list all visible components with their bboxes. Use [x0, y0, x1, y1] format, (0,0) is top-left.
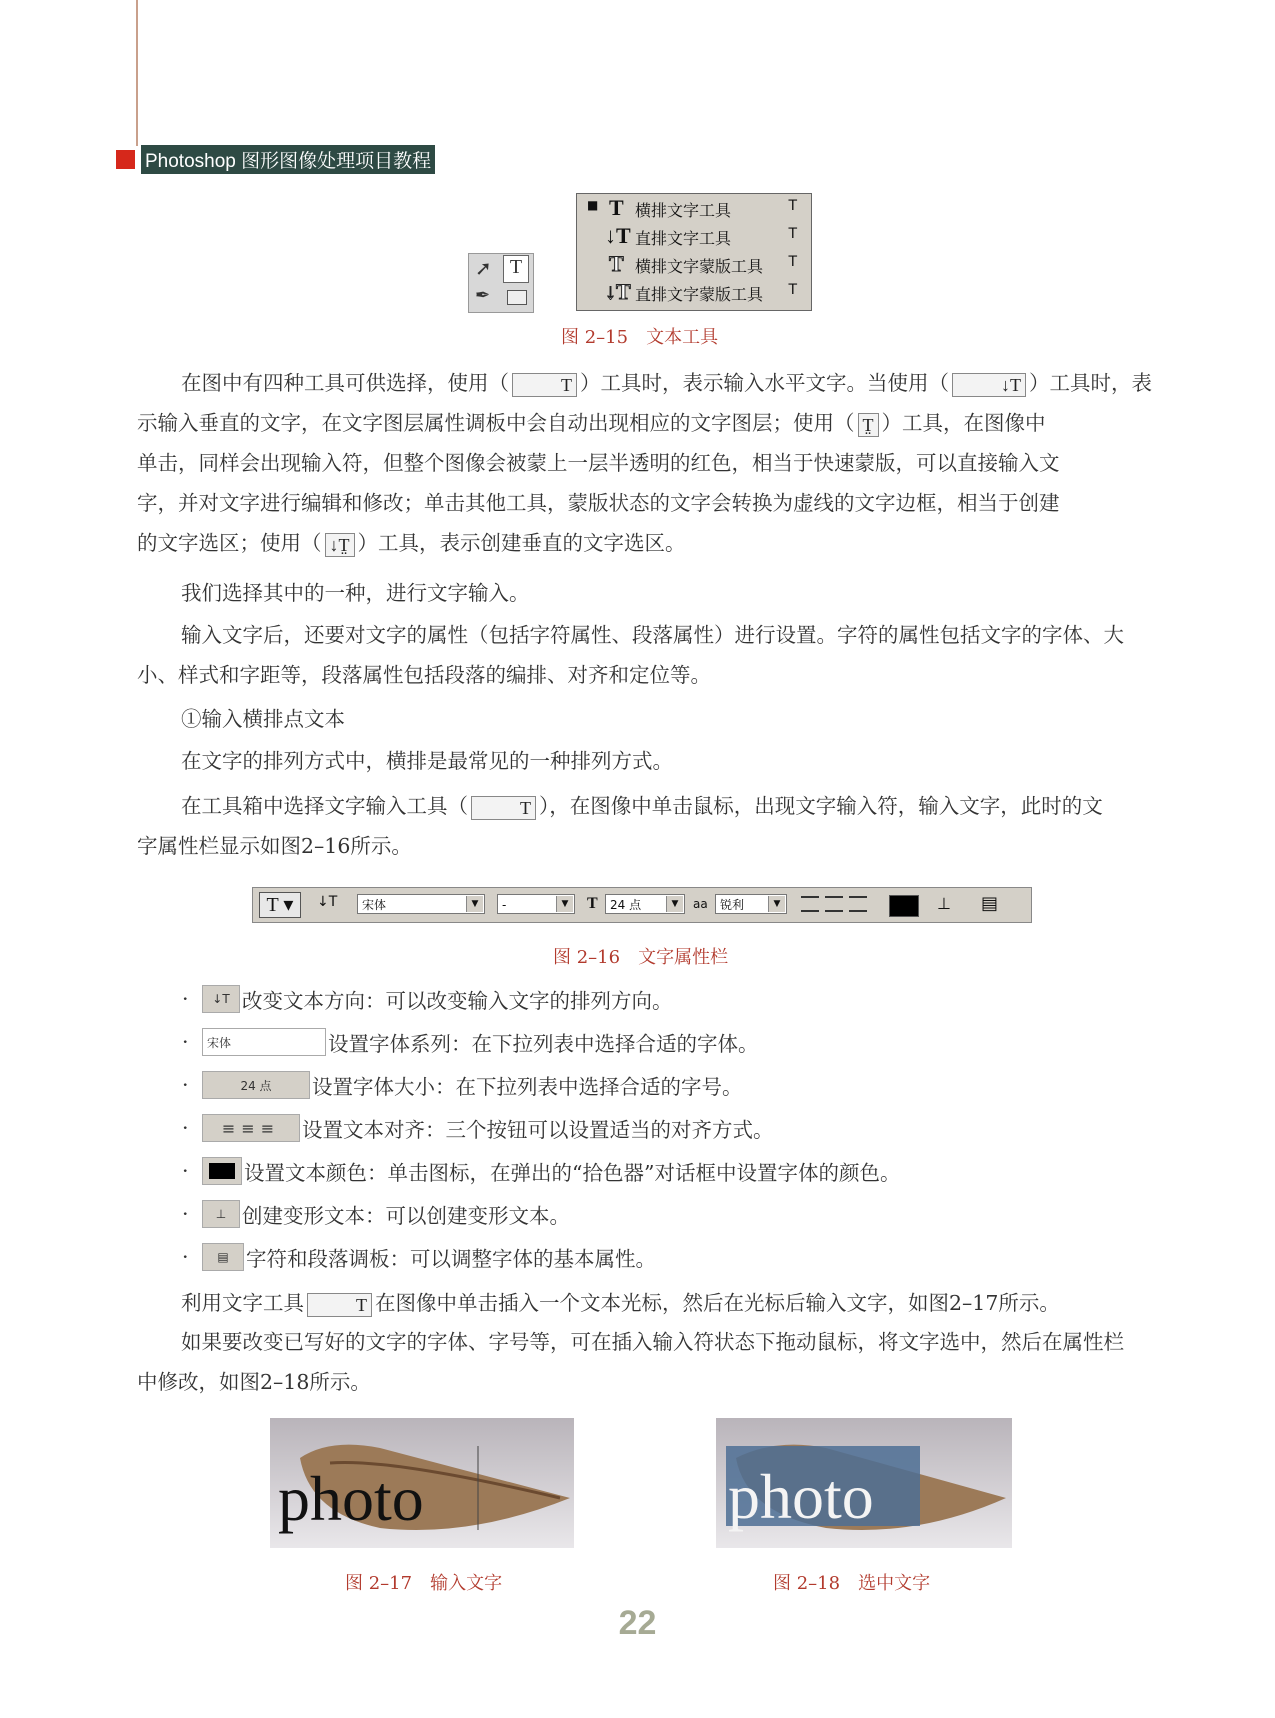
pen-icon: ✒ [475, 285, 491, 305]
tool-preset-button[interactable]: T ▾ [259, 892, 301, 918]
paragraph-3: 输入文字后，还要对文字的属性（包括字符属性、段落属性）进行设置。字符的属性包括文字的字体、大小、样式和字距等，段落属性包括段落的编排、对齐和定位等。 [137, 623, 1124, 687]
book-title: Photoshop 图形图像处理项目教程 [141, 145, 435, 174]
font-family-select[interactable]: 宋体 ▼ [357, 894, 485, 914]
font-style-select[interactable]: - ▼ [497, 894, 575, 914]
paragraph-5: 在文字的排列方式中，横排是最常见的一种排列方式。 [181, 749, 673, 773]
text-color-swatch [202, 1157, 242, 1185]
svg-text:photo: photo [278, 1463, 424, 1534]
align-left-button[interactable] [801, 896, 819, 912]
chevron-down-icon: ▼ [666, 896, 683, 912]
paragraph-2: 我们选择其中的一种，进行文字输入。 [181, 581, 530, 605]
horizontal-mask-icon: T [609, 251, 624, 276]
font-size-icon: T [587, 895, 598, 912]
menu-item-horizontal-mask[interactable]: T 横排文字蒙版工具 T [609, 251, 797, 276]
figure-2-16-caption: 图 2–16 文字属性栏 [553, 947, 729, 968]
running-header [116, 145, 435, 174]
char-para-panel-icon[interactable]: ▤ [981, 893, 999, 914]
vertical-type-icon: ↓T [952, 373, 1026, 397]
figure-2-15-caption: 图 2–15 文本工具 [561, 327, 719, 348]
warp-text-icon[interactable]: ⊥ [937, 894, 951, 913]
warp-text-icon: ⊥ [202, 1200, 240, 1228]
paragraph-7: 利用文字工具 T 在图像中单击插入一个文本光标，然后在光标后输入文字，如图2–17所示。 [181, 1291, 1060, 1315]
list-item: · 24 点 设置字体大小：在下拉列表中选择合适的字号。 [182, 1073, 743, 1099]
list-item: · ↓T 改变文本方向：可以改变输入文字的排列方向。 [182, 987, 673, 1013]
selected-bullet-icon: ■ [587, 198, 599, 212]
paragraph-6: 在工具箱中选择文字输入工具（ T ），在图像中单击鼠标，出现文字输入符，输入文字，此时的文 字属性栏显示如图2–16所示。 [137, 794, 1103, 858]
menu-item-vertical-mask[interactable]: ↓T 直排文字蒙版工具 T [605, 279, 797, 304]
horizontal-type-icon: T [307, 1293, 372, 1317]
paragraph-4-heading: ①输入横排点文本 [181, 707, 345, 731]
rect-icon [507, 290, 527, 305]
list-item: · 宋体 设置字体系列：在下拉列表中选择合适的字体。 [182, 1030, 759, 1056]
svg-text:photo: photo [728, 1461, 874, 1532]
antialias-select[interactable]: 锐利 ▼ [715, 894, 787, 914]
list-item: · 设置文本颜色：单击图标，在弹出的“拾色器”对话框中设置字体的颜色。 [182, 1159, 901, 1185]
chevron-down-icon: ▼ [768, 896, 785, 912]
page-number: 22 [618, 1604, 657, 1642]
horizontal-type-icon: T [512, 373, 577, 397]
list-item: · ⊥ 创建变形文本：可以创建变形文本。 [182, 1202, 570, 1228]
horizontal-type-icon: T [609, 195, 624, 220]
text-color-swatch[interactable] [889, 895, 919, 917]
antialias-icon: aa [693, 897, 708, 911]
type-icon: T [503, 255, 529, 283]
toolbox-fragment [468, 253, 534, 313]
arrow-icon: ➚ [475, 258, 492, 280]
align-right-button[interactable] [849, 896, 867, 912]
font-family-dropdown: 宋体 [202, 1028, 326, 1056]
list-item: · ▤ 字符和段落调板：可以调整字体的基本属性。 [182, 1245, 656, 1271]
type-options-bar [252, 887, 1032, 923]
vertical-type-icon: ↓T [605, 223, 631, 248]
chevron-down-icon: ▼ [466, 896, 483, 912]
horizontal-type-icon: T [471, 796, 536, 820]
list-item: · ≡≡≡ 设置文本对齐：三个按钮可以设置适当的对齐方式。 [182, 1116, 774, 1142]
paragraph-8: 如果要改变已写好的文字的字体、字号等，可在插入输入符状态下拖动鼠标，将文字选中，然后在属性栏中修改，如图2–18所示。 [137, 1330, 1124, 1394]
figure-2-17-caption: 图 2–17 输入文字 [345, 1573, 503, 1594]
figure-2-18-caption: 图 2–18 选中文字 [773, 1573, 931, 1594]
change-orientation-icon[interactable]: ↓T [317, 894, 338, 910]
align-center-button[interactable] [825, 896, 843, 912]
char-para-panel-icon: ▤ [202, 1243, 244, 1271]
chevron-down-icon: ▼ [556, 896, 573, 912]
change-orientation-icon: ↓T [202, 985, 240, 1013]
vertical-mask-icon: ↓T̤ [325, 533, 355, 557]
type-tool-flyout-menu [576, 193, 812, 311]
font-size-dropdown: 24 点 [202, 1071, 310, 1099]
align-buttons: ≡≡≡ [202, 1114, 300, 1142]
figure-2-17-image [270, 1418, 574, 1548]
vertical-mask-icon: ↓T [605, 279, 631, 304]
header-square-icon [116, 150, 135, 169]
margin-rule [136, 0, 138, 146]
menu-item-horizontal-type[interactable]: ■ T 横排文字工具 T [587, 195, 797, 220]
font-size-select[interactable]: 24 点 ▼ [605, 894, 685, 914]
figure-2-18-image [716, 1418, 1012, 1548]
horizontal-mask-icon: T̤ [858, 413, 879, 437]
menu-item-vertical-type[interactable]: ↓T 直排文字工具 T [605, 223, 797, 248]
paragraph-1: 在图中有四种工具可供选择，使用（ T ）工具时，表示输入水平文字。当使用（ ↓T ）工具时，表 示输入垂直的文字，在文字图层属性调板中会自动出现相应的文字图层；使用（ T̤ ）工具，在图像中 单击，同样会出现输入符，但整个图像会被蒙上一层半透明的红色，相当于快速蒙版，可以直接输入文 字，并对文字进行编辑和修改；单击其他工具，蒙版状态的文字会转换为虚线的文字边框，相当于创建 的文字选区；使用（ ↓T̤ ）工具，表示创建垂直的文字选区。 [137, 371, 1152, 555]
